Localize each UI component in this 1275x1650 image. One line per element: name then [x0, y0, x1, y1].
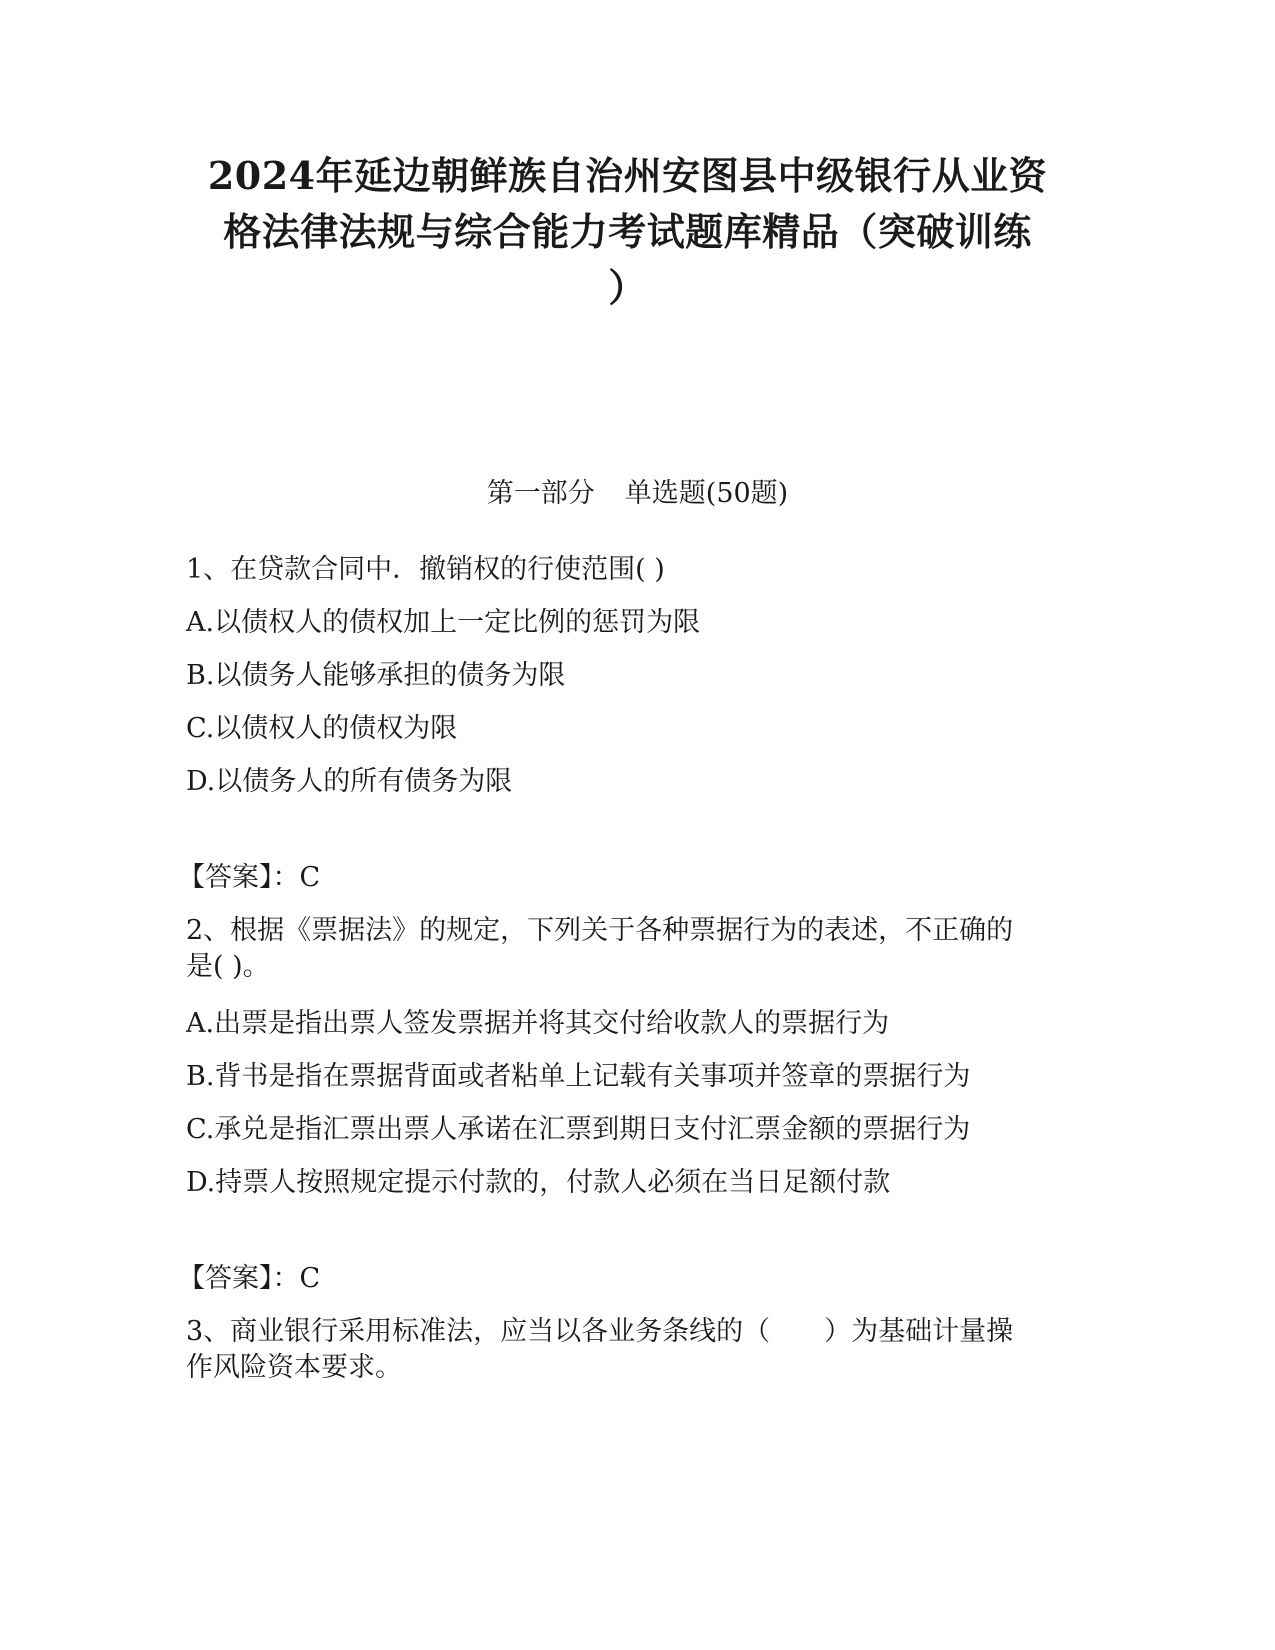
question-1-answer: 【答案】：C: [178, 862, 321, 893]
question-1-option-c: C.以债权人的债权为限: [186, 713, 458, 744]
question-2-stem: 2、根据《票据法》的规定，下列关于各种票据行为的表述，不正确的 是( )。: [186, 915, 1014, 982]
document-title: [180, 148, 1075, 316]
section-heading: [0, 476, 1275, 512]
question-1-stem: 1、在贷款合同中．撤销权的行使范围( ): [186, 554, 665, 585]
section-name: 单选题(50题): [624, 478, 789, 509]
question-1-option-a: A.以债权人的债权加上一定比例的惩罚为限: [186, 607, 701, 638]
question-1-option-d: D.以债务人的所有债务为限: [186, 766, 513, 797]
question-2-option-b: B.背书是指在票据背面或者粘单上记载有关事项并签章的票据行为: [186, 1061, 971, 1092]
question-3-stem: 3、商业银行采用标准法，应当以各业务条线的（ ）为基础计量操 作风险资本要求。: [186, 1316, 1014, 1383]
title-line-3: ）: [608, 265, 647, 310]
title-line-1: 2024年延边朝鲜族自治州安图县中级银行从业资: [207, 153, 1048, 198]
section-part: 第一部分: [486, 478, 595, 509]
title-line-2: 格法律法规与综合能力考试题库精品（突破训练: [223, 209, 1032, 254]
question-1-option-b: B.以债务人能够承担的债务为限: [186, 660, 566, 691]
question-2-option-d: D.持票人按照规定提示付款的，付款人必须在当日足额付款: [186, 1167, 891, 1198]
question-2-answer: 【答案】：C: [178, 1263, 321, 1294]
question-2-option-a: A.出票是指出票人签发票据并将其交付给收款人的票据行为: [186, 1008, 890, 1039]
question-2-option-c: C.承兑是指汇票出票人承诺在汇票到期日支付汇票金额的票据行为: [186, 1114, 971, 1145]
